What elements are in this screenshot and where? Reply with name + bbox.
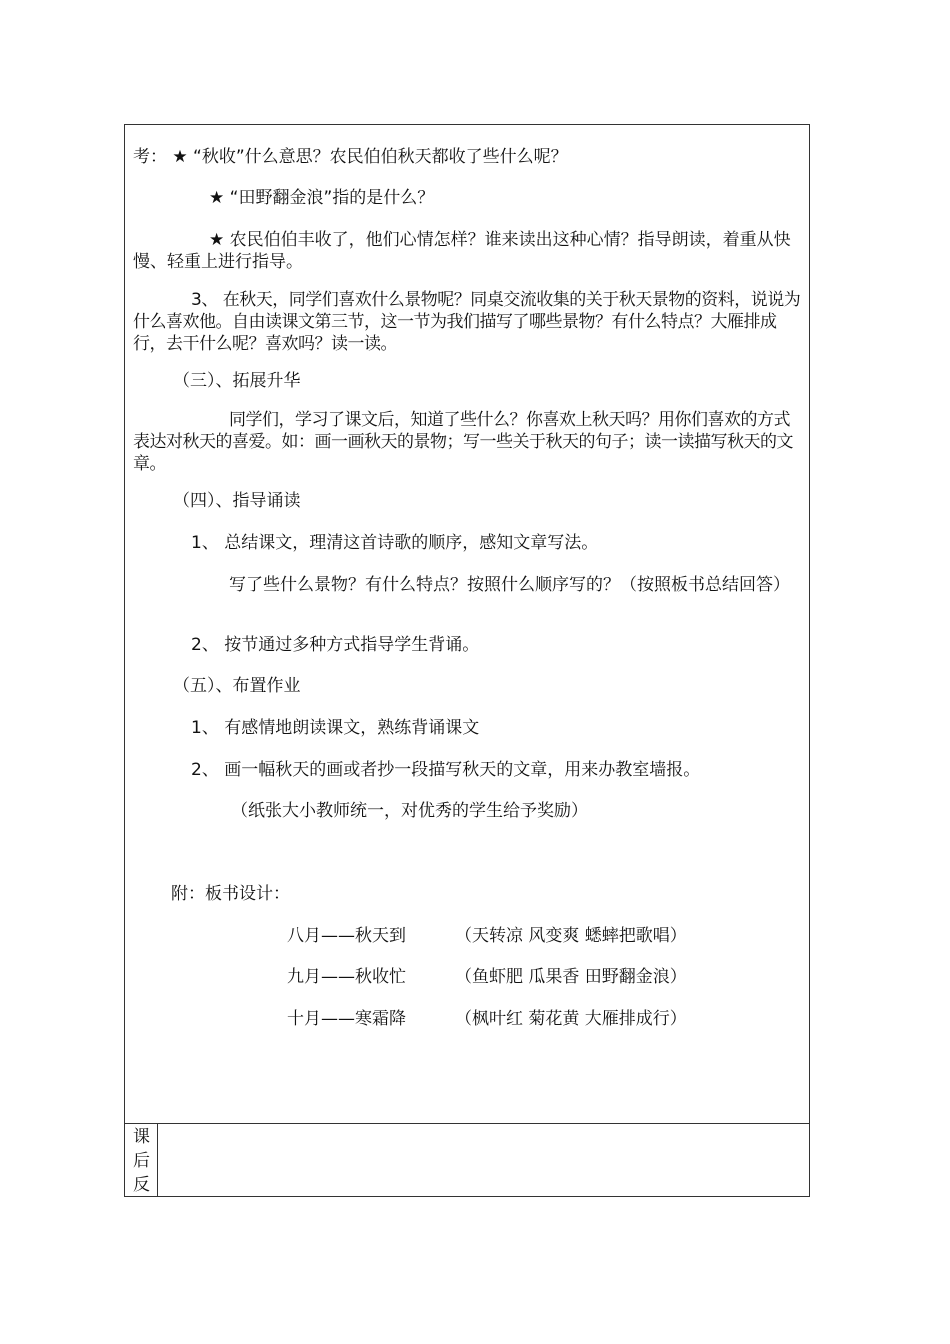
recite-step-1-detail: 写了些什么景物？有什么特点？按照什么顺序写的？（按照板书总结回答）	[229, 575, 790, 595]
lesson-plan-table	[124, 124, 810, 1197]
question-line-2: ★ “田野翻金浪”指的是什么？	[209, 188, 435, 208]
reflection-label-cell	[125, 1123, 158, 1196]
board-items: （枫叶红 菊花黄 大雁排成行）	[455, 1009, 687, 1029]
section-4-heading: （四）、指导诵读	[173, 491, 301, 511]
board-month: 十月——寒霜降	[287, 1009, 406, 1029]
homework-1: 1、 有感情地朗读课文，熟练背诵课文	[191, 718, 480, 738]
recite-step-2: 2、 按节通过多种方式指导学生背诵。	[191, 635, 480, 655]
question-line-3: ★ 农民伯伯丰收了，他们心情怎样？谁来读出这种心情？指导朗读，着重从快慢、轻重上进行指导。	[133, 230, 791, 272]
board-items: （天转凉 风变爽 蟋蟀把歌唱）	[455, 926, 687, 946]
recite-step-1: 1、 总结课文，理清这首诗歌的顺序，感知文章写法。	[191, 533, 599, 553]
section-3-heading: （三）、拓展升华	[173, 371, 301, 391]
section-5-heading: （五）、布置作业	[173, 676, 301, 696]
appendix-label: 附：板书设计：	[171, 884, 290, 904]
board-month: 九月——秋收忙	[287, 967, 406, 987]
activity-3-paragraph: 3、 在秋天，同学们喜欢什么景物呢？同桌交流收集的关于秋天景物的资料，说说为什么喜欢他。自由读课文第三节，这一节为我们描写了哪些景物？有什么特点？大雁排成行，去干什么呢？喜欢吗？读一读。	[133, 290, 801, 354]
content-cell	[125, 125, 809, 1124]
board-row	[287, 925, 687, 947]
board-month: 八月——秋天到	[287, 926, 406, 946]
reflection-label: 课后反	[133, 1127, 150, 1195]
board-items: （鱼虾肥 瓜果香 田野翻金浪）	[455, 967, 687, 987]
reflection-content-cell	[158, 1123, 809, 1196]
homework-2: 2、 画一幅秋天的画或者抄一段描写秋天的文章，用来办教室墙报。	[191, 760, 701, 780]
question-line-1: 考： ★ “秋收”什么意思？农民伯伯秋天都收了些什么呢？	[133, 147, 568, 167]
homework-note: （纸张大小教师统一，对优秀的学生给予奖励）	[231, 801, 588, 821]
board-row	[287, 1008, 687, 1030]
board-row	[287, 966, 687, 988]
extension-paragraph: 同学们，学习了课文后，知道了些什么？你喜欢上秋天吗？用你们喜欢的方式表达对秋天的喜爱。如：画一画秋天的景物；写一些关于秋天的句子；读一读描写秋天的文章。	[133, 410, 793, 474]
